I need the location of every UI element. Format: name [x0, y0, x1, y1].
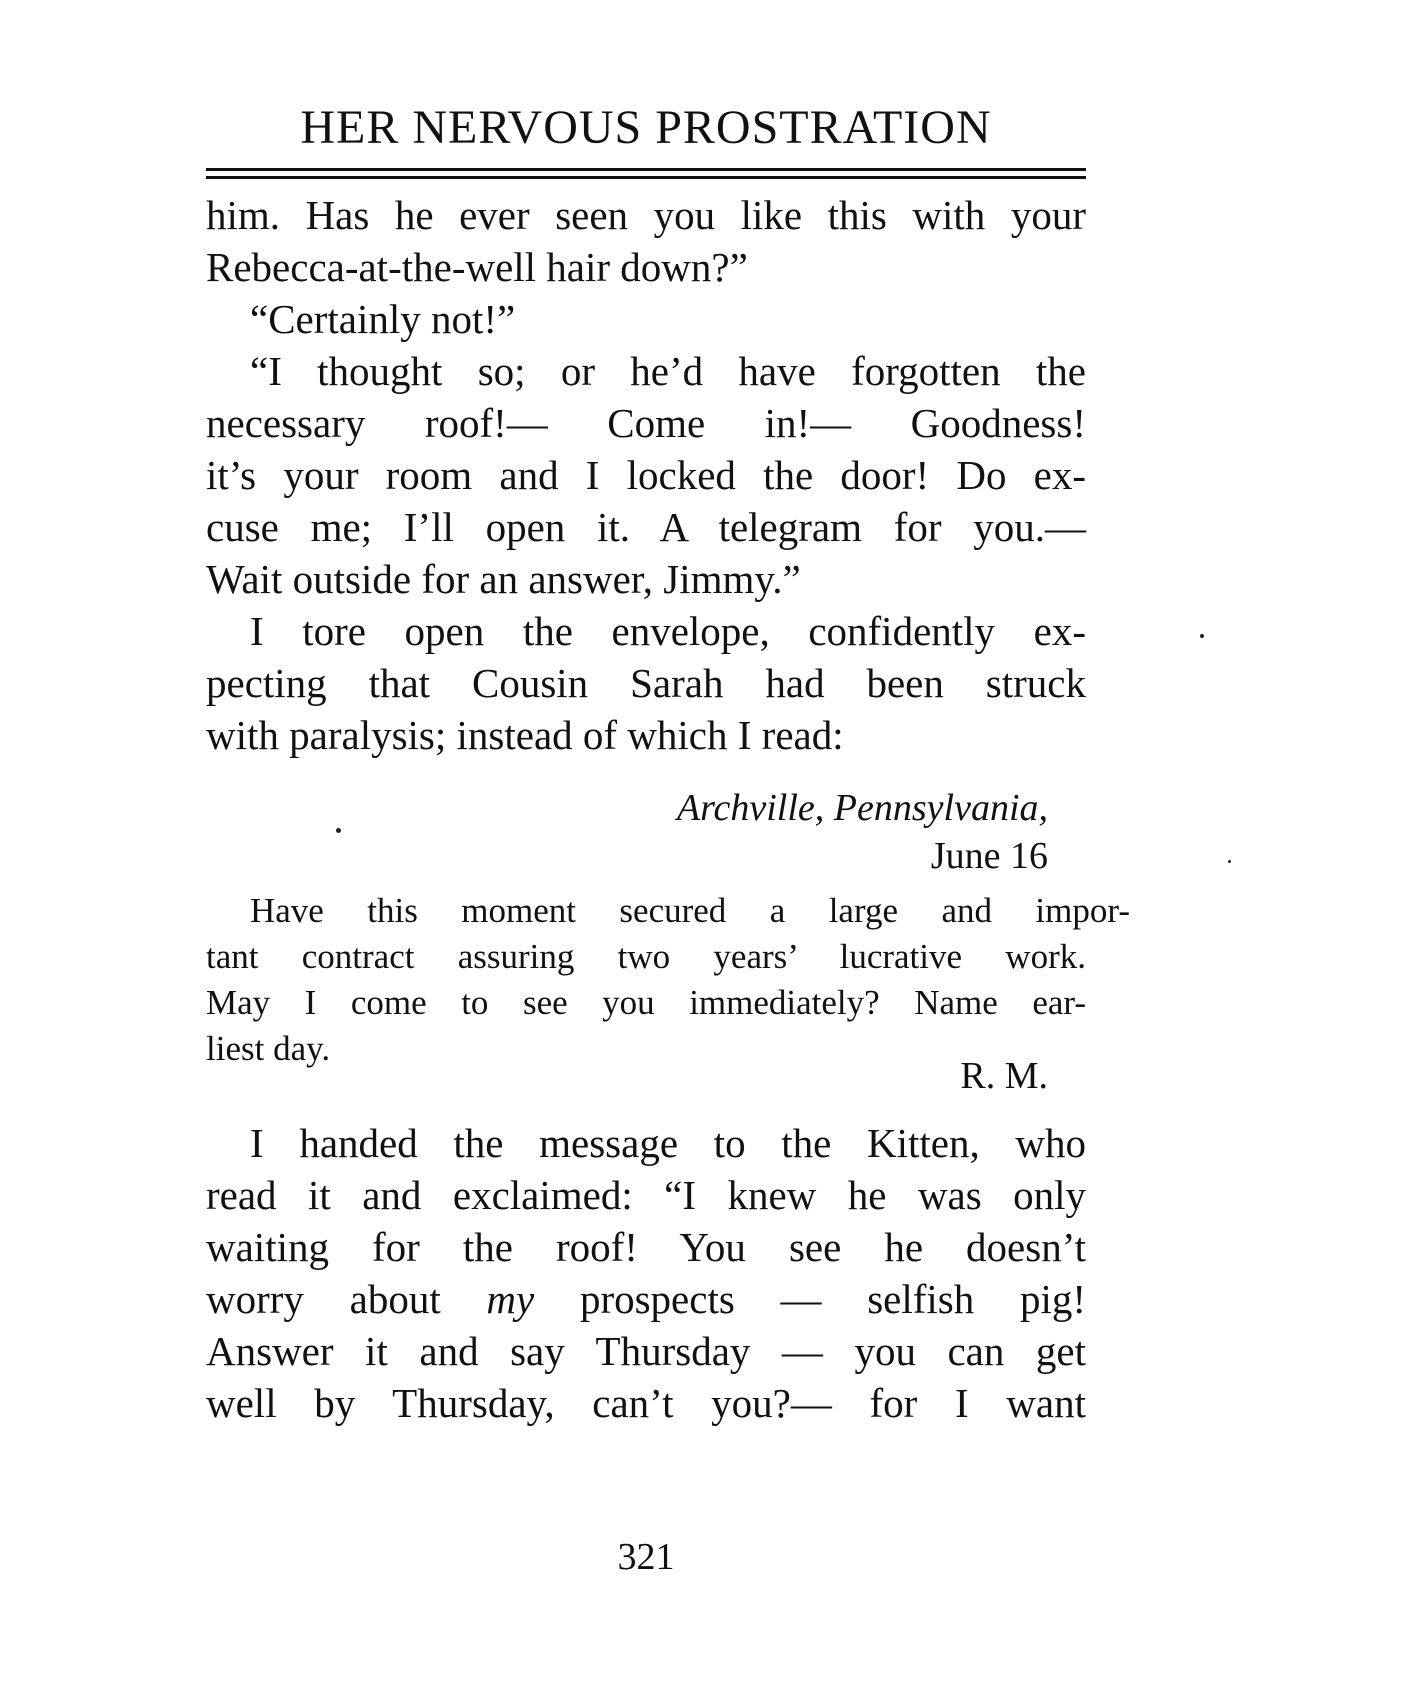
body-line: pecting that Cousin Sarah had been struck	[206, 660, 1086, 706]
body-line: with paralysis; instead of which I read:	[206, 712, 844, 758]
telegram-line: liest day.	[206, 1029, 331, 1068]
header-rule-bottom	[206, 176, 1086, 179]
body-line: it’s your room and I locked the door! Do ex-	[206, 452, 1086, 498]
closing-line-part: worry about	[206, 1276, 441, 1322]
closing-line-part: prospects — selfish pig!	[579, 1276, 1086, 1322]
body-line: cuse me; I’ll open it. A telegram for you.—	[206, 504, 1086, 550]
telegram-line: Have this moment secured a large and impor-	[250, 891, 1130, 930]
telegram-place: Archville, Pennsylvania,	[676, 787, 1048, 829]
closing-line: read it and exclaimed: “I knew he was only	[206, 1172, 1086, 1218]
telegram-signature: R. M.	[960, 1055, 1048, 1097]
closing-line: Answer it and say Thursday — you can get	[206, 1328, 1086, 1374]
telegram-line: May I come to see you immediately? Name ear-	[206, 983, 1086, 1022]
body-line: Wait outside for an answer, Jimmy.”	[206, 556, 801, 602]
running-header: HER NERVOUS PROSTRATION	[300, 101, 992, 154]
page-number: 321	[617, 1536, 675, 1578]
closing-line-emphasis	[206, 1274, 1086, 1324]
emphasis-word: my	[486, 1276, 535, 1322]
body-line: him. Has he ever seen you like this with your	[206, 192, 1086, 238]
closing-line: well by Thursday, can’t you?— for I want	[206, 1380, 1086, 1426]
ink-speck	[1200, 634, 1204, 638]
closing-line: waiting for the roof! You see he doesn’t	[206, 1224, 1086, 1270]
header-rule-top	[206, 168, 1086, 171]
closing-line: I handed the message to the Kitten, who	[250, 1120, 1086, 1166]
body-line: Rebecca-at-the-well hair down?”	[206, 244, 748, 290]
body-line: necessary roof!— Come in!— Goodness!	[206, 400, 1086, 446]
telegram-date: June 16	[930, 835, 1048, 877]
ink-speck	[336, 828, 341, 833]
body-line: “Certainly not!”	[250, 296, 516, 342]
telegram-line: tant contract assuring two years’ lucrative work.	[206, 937, 1086, 976]
body-line: I tore open the envelope, confidently ex-	[250, 608, 1086, 654]
body-line: “I thought so; or he’d have forgotten the	[250, 348, 1086, 394]
ink-speck	[1228, 860, 1231, 863]
